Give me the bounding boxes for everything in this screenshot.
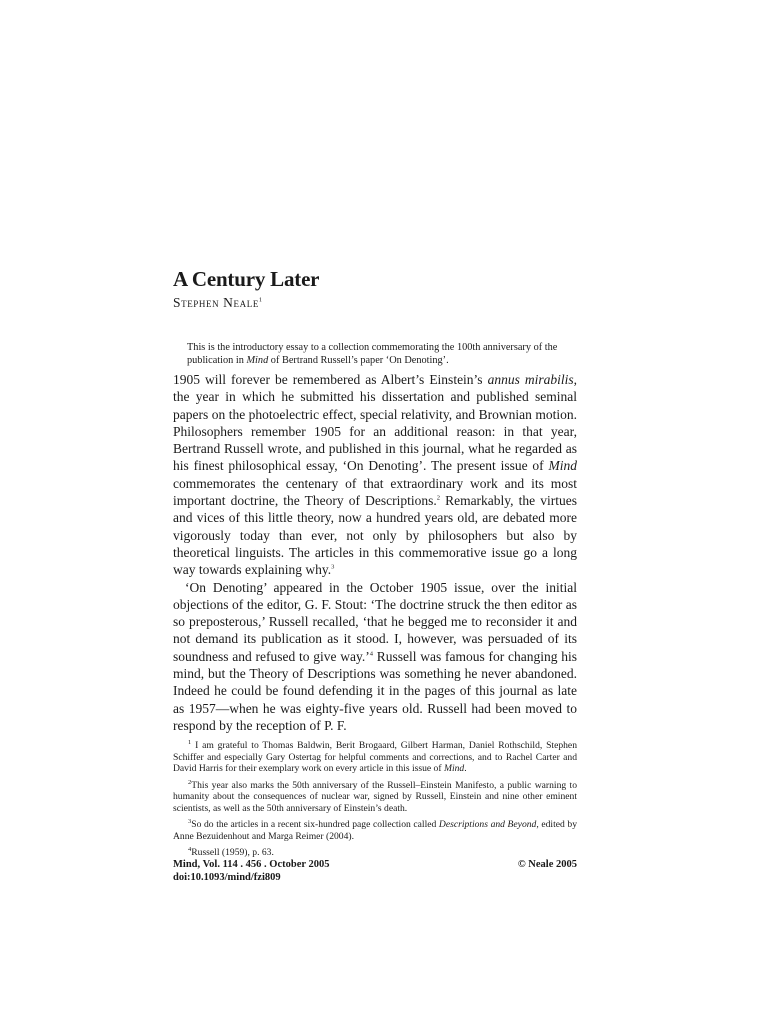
journal-citation: Mind, Vol. 114 . 456 . October 2005 bbox=[173, 859, 330, 870]
body-text: 1905 will forever be remembered as Albert’s Einstein’s bbox=[173, 372, 488, 387]
footnote-ref[interactable]: 2 bbox=[436, 494, 440, 502]
footnote-number: 3 bbox=[188, 818, 192, 826]
footnote-italic: Mind bbox=[443, 763, 465, 775]
footnote-number: 4 bbox=[188, 846, 192, 854]
footnote-text: I am grateful to Thomas Baldwin, Berit Brogaard, Gilbert Harman, Daniel Rothschild, Stephen Schiffer and especially Gary Ostertag for helpful comments and corrections, and to Rachel Carter and David Harris for their exemplary work on every article in this issue of bbox=[173, 740, 577, 775]
footnotes bbox=[173, 740, 577, 859]
body-paragraph bbox=[173, 371, 577, 579]
author-name-text: Stephen Neale bbox=[173, 295, 259, 310]
footnote bbox=[173, 780, 577, 815]
footnote-text: , edited by Anne Bezuidenhout and Marga Reimer (2004). bbox=[173, 819, 577, 842]
body-text: Russell was famous for changing his mind, but the Theory of Descriptions was something he never abandoned. Indeed he could be found defending it in the pages of this journal as late as 1957—when he was eighty-five years old. Russell had been moved to respond by the reception of P. F. bbox=[173, 648, 577, 733]
abstract-text: of Bertrand Russell’s paper ‘On Denoting’. bbox=[268, 354, 449, 366]
footnote-text: So do the articles in a recent six-hundred page collection called bbox=[191, 819, 439, 831]
footnote-ref[interactable]: 3 bbox=[331, 563, 335, 571]
footnote-text: . bbox=[464, 763, 467, 775]
footnote-number: 2 bbox=[188, 778, 192, 786]
footnote-text: This year also marks the 50th anniversary of the Russell–Einstein Manifesto, a public warning to humanity about the consequences of nuclear war, signed by Russell, Einstein and nine other eminent scientists, as well as the 50th anniversary of Einstein’s death. bbox=[173, 779, 577, 814]
article-body bbox=[173, 371, 577, 734]
article-title: A Century Later bbox=[173, 267, 320, 291]
footnote bbox=[173, 819, 577, 842]
footnote bbox=[173, 740, 577, 775]
footnote-number: 1 bbox=[188, 739, 192, 747]
body-text: ‘On Denoting’ appeared in the October 1905 issue, over the initial objections of the editor, G. F. Stout: ‘The doctrine struck the then editor as so preposterous,’ Russell recalled, ‘that he begged me to reconsider it and not demand its publication as it stood. I, however, was persuaded of its soundness and refused to give way.’ bbox=[173, 579, 577, 664]
page-footer bbox=[173, 858, 577, 884]
footnote bbox=[173, 847, 577, 859]
article bbox=[173, 266, 577, 864]
body-paragraph bbox=[173, 579, 577, 735]
body-italic: annus mirabilis bbox=[487, 372, 574, 387]
body-text: Remarkably, the virtues and vices of this little theory, now a hundred years old, are debated more vigorously today than ever, not only by philosophers but also by theoretical linguists. The articles in this commemorative issue go a long way towards explaining why. bbox=[173, 493, 577, 578]
body-italic: Mind bbox=[548, 458, 577, 474]
footnote-text: Russell (1959), p. 63. bbox=[191, 847, 274, 859]
doi-link[interactable]: doi:10.1093/mind/fzi809 bbox=[173, 872, 281, 883]
author-name bbox=[173, 295, 577, 311]
footer-row bbox=[173, 858, 577, 871]
body-text: commemorates the centenary of that extraordinary work and its most important doctrine, the Theory of Descriptions. bbox=[173, 475, 577, 509]
abstract bbox=[187, 342, 577, 367]
abstract-journal-name: Mind bbox=[246, 354, 269, 366]
footnote-ref[interactable]: 4 bbox=[369, 650, 373, 658]
copyright-notice: © Neale 2005 bbox=[517, 859, 577, 870]
abstract-text: This is the introductory essay to a collection commemorating the 100th anniversary of the publication in bbox=[187, 342, 558, 366]
footnote-italic: Descriptions and Beyond bbox=[438, 819, 537, 831]
author-footnote-ref[interactable]: 1 bbox=[258, 296, 263, 304]
body-text: , the year in which he submitted his dissertation and published seminal papers on the photoelectric effect, special relativity, and Brownian motion. Philosophers remember 1905 for an additional reason: in that year, Bertrand Russell wrote, and published in this journal, what he regarded as his finest philosophical essay, ‘On Denoting’. The present issue of bbox=[173, 372, 578, 474]
